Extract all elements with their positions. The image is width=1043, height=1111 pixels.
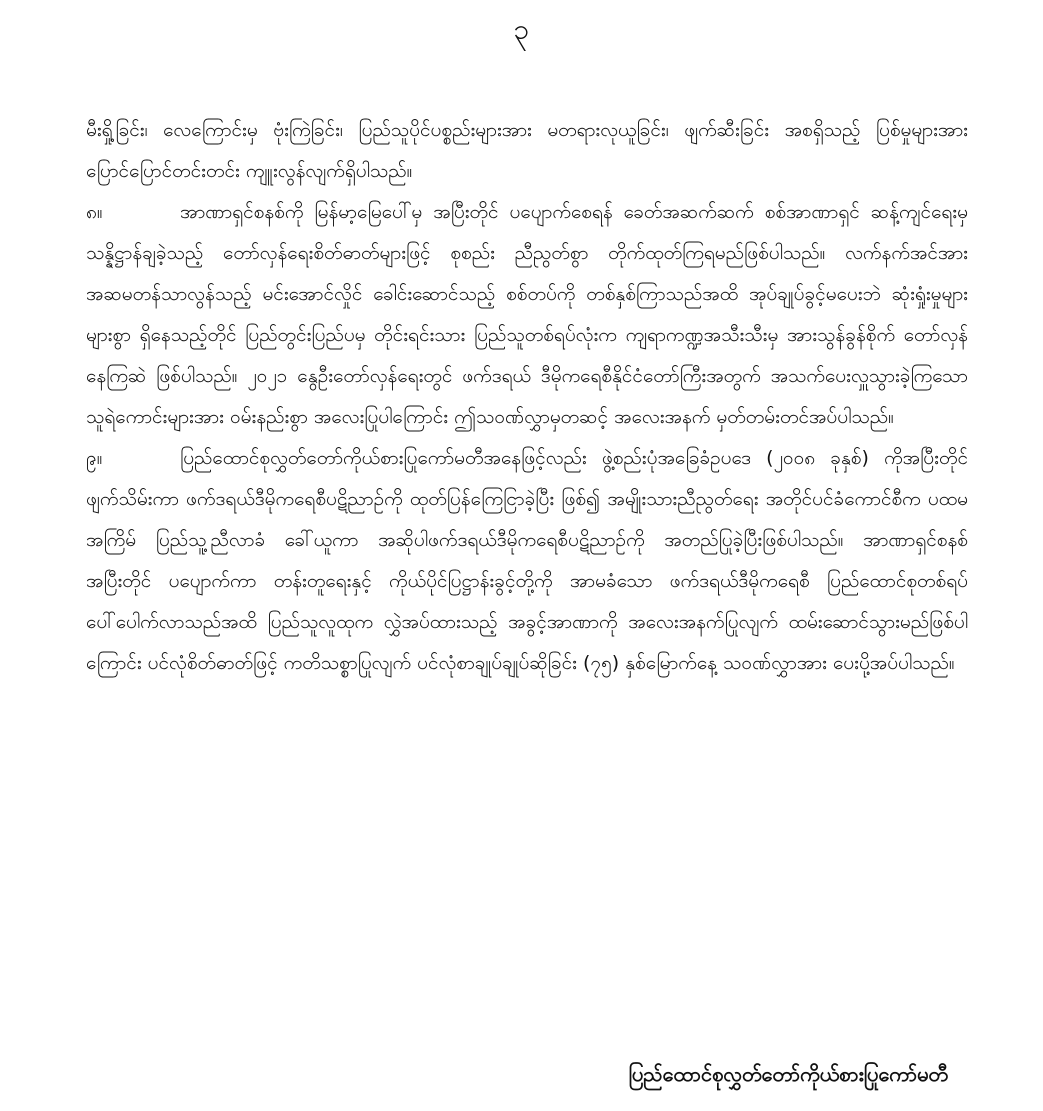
page-number: ၃ [513,13,530,46]
paragraph-continued [86,110,968,192]
paragraph-text: ပြည်ထောင်စုလွှတ်တော်ကိုယ်စားပြုကော်မတီအနေဖြင့်လည်း ဖွဲ့စည်းပုံအခြေခံဥပဒေ (၂၀၀၈ ခုနှစ်) ကိုအပြီးတိုင်ဖျက်သိမ်းကာ ဖက်ဒရယ်ဒီမိုကရေစီပဋိညာဉ်ကို ထုတ်ပြန်ကြေငြာခဲ့ပြီး ဖြစ်၍ အမျိုးသားညီညွတ်ရေး အတိုင်ပင်ခံကောင်စီက ပထမအကြိမ် ပြည်သူ့ညီလာခံ ခေါ်ယူကာ အဆိုပါဖက်ဒရယ်ဒီမိုကရေစီပဋိညာဉ်ကို အတည်ပြုခဲ့ပြီးဖြစ်ပါသည်။ အာဏာရှင်စနစ် အပြီးတိုင် ပပျောက်ကာ တန်းတူရေးနှင့် ကိုယ်ပိုင်ပြဋ္ဌာန်းခွင့်တို့ကို အာမခံသော ဖက်ဒရယ်ဒီမိုကရေစီ ပြည်ထောင်စုတစ်ရပ် ပေါ်ပေါက်လာသည်အထိ ပြည်သူလူထုက လွှဲအပ်ထားသည့် အခွင့်အာဏာကို အလေးအနက်ပြုလျက် ထမ်းဆောင်သွားမည်ဖြစ်ပါကြောင်း ပင်လုံစိတ်ဓာတ်ဖြင့် ကတိသစ္စာပြုလျက် ပင်လုံစာချုပ်ချုပ်ဆိုခြင်း (၇၅) နှစ်မြောက်နေ့ သဝဏ်လွှာအား ပေးပို့အပ်ပါသည်။ [86,447,968,674]
signature-committee-name: ပြည်ထောင်စုလွှတ်တော်ကိုယ်စားပြုကော်မတီ [628,1062,948,1086]
paragraph-text: မီးရှို့ခြင်း၊ လေကြောင်းမှ ဗုံးကြဲခြင်း၊ ပြည်သူပိုင်ပစ္စည်းများအား မတရားလုယူခြင်း၊ ဖျက်ဆီးခြင်း အစရှိသည့် ပြစ်မှုများအား ပြောင်ပြောင်တင်းတင်း ကျူးလွန်လျက်ရှိပါသည်။ [86,119,968,182]
document-body [86,110,968,684]
paragraph-number: ၈။ [86,201,103,223]
paragraph-8 [86,192,968,438]
paragraph-text: အာဏာရှင်စနစ်ကို မြန်မာ့မြေပေါ်မှ အပြီးတိုင် ပပျောက်စေရန် ခေတ်အဆက်ဆက် စစ်အာဏာရှင် ဆန့်ကျင်ရေးမှ သန္နိဋ္ဌာန်ချခဲ့သည့် တော်လှန်ရေးစိတ်ဓာတ်များဖြင့် စုစည်း ညီညွတ်စွာ တိုက်ထုတ်ကြရမည်ဖြစ်ပါသည်။ လက်နက်အင်အား အဆမတန်သာလွန်သည့် မင်းအောင်လှိုင် ခေါင်းဆောင်သည့် စစ်တပ်ကို တစ်နှစ်ကြာသည်အထိ အုပ်ချုပ်ခွင့်မပေးဘဲ ဆုံးရှုံးမှုများ များစွာ ရှိနေသည့်တိုင် ပြည်တွင်းပြည်ပမှ တိုင်းရင်းသား ပြည်သူတစ်ရပ်လုံးက ကျရာကဏ္ဍအသီးသီးမှ အားသွန်ခွန်စိုက် တော်လှန်နေကြဆဲ ဖြစ်ပါသည်။ ၂၀၂၁ နွေဦးတော်လှန်ရေးတွင် ဖက်ဒရယ် ဒီမိုကရေစီနိုင်ငံတော်ကြီးအတွက် အသက်ပေးလှူသွားခဲ့ကြသော သူရဲကောင်းများအား ဝမ်းနည်းစွာ အလေးပြုပါကြောင်း ဤသဝဏ်လွှာမှတဆင့် အလေးအနက် မှတ်တမ်းတင်အပ်ပါသည်။ [86,201,968,428]
paragraph-number: ၉။ [86,447,103,469]
paragraph-9 [86,438,968,684]
